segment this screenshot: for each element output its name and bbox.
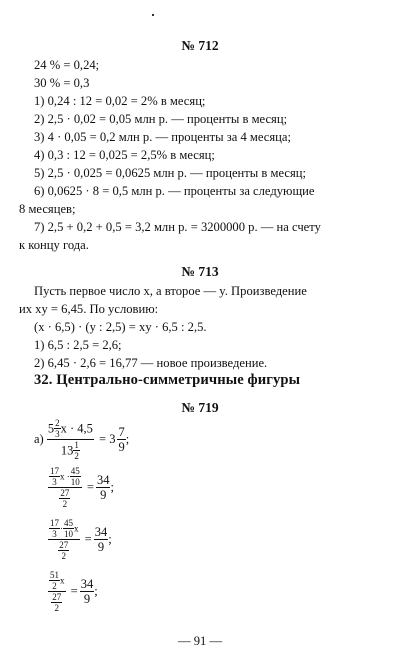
equals-sign: = — [84, 532, 92, 546]
equation-1 — [34, 418, 129, 461]
scan-mark — [152, 14, 154, 16]
frac-n: 2 — [55, 418, 60, 428]
problem-712-line-5: 3) 4 · 0,05 = 0,2 млн р. — проценты за 4 месяца; — [34, 130, 291, 144]
equation-3 — [48, 518, 112, 561]
frac-n: 27 — [60, 488, 70, 498]
equation-4 — [48, 570, 98, 613]
fraction-numerator — [48, 466, 82, 488]
problem-712-line-7: 5) 2,5 · 0,025 = 0,0625 млн р. — проценты в месяц; — [34, 166, 306, 180]
problem-713-title: № 713 — [181, 264, 219, 279]
problem-713-line-2: их xy = 6,45. По условию: — [19, 302, 159, 316]
problem-712-line-2: 30 % = 0,3 — [34, 76, 90, 90]
rhs-fraction — [80, 577, 98, 606]
problem-719-title: № 719 — [181, 400, 219, 415]
problem-712-line-10: 7) 2,5 + 0,2 + 0,5 = 3,2 млн р. = 3200000 р. — на счету — [34, 220, 321, 234]
frac-d: 3 — [52, 529, 57, 539]
frac-d: 9 — [83, 592, 91, 606]
equals-sign: = — [86, 480, 94, 494]
problem-712-line-1: 24 % = 0,24; — [34, 58, 100, 72]
main-fraction — [48, 570, 66, 613]
rhs-fraction — [96, 473, 114, 502]
problem-713-line-3: (x · 6,5) · (y : 2,5) = xy · 6,5 : 2,5. — [34, 320, 207, 334]
frac-d: 2 — [61, 551, 66, 561]
frac-d: 10 — [64, 529, 73, 539]
mixed-whole: 5 — [47, 421, 55, 436]
frac-n: 27 — [52, 592, 62, 602]
tail: ; — [94, 584, 98, 598]
var-x: x — [74, 523, 79, 534]
frac-d: 9 — [118, 440, 125, 454]
dot-operator: · — [60, 523, 63, 534]
fraction-denominator — [47, 440, 94, 461]
frac-d: 9 — [97, 540, 105, 554]
problem-712-line-6: 4) 0,3 : 12 = 0,025 = 2,5% в месяц; — [34, 148, 215, 162]
fraction-numerator — [48, 518, 80, 540]
problem-712-line-9: 8 месяцев; — [19, 202, 76, 216]
frac-d: 10 — [70, 477, 80, 487]
rhs-fraction — [117, 425, 125, 454]
frac-d: 2 — [74, 451, 79, 461]
mixed-whole: 13 — [60, 443, 74, 458]
tail: ; — [125, 432, 130, 446]
fraction-numerator — [48, 570, 66, 592]
fraction-numerator — [47, 418, 94, 440]
frac-n: 27 — [59, 540, 69, 550]
problem-713-line-4: 1) 6,5 : 2,5 = 2,6; — [34, 338, 122, 352]
frac-n: 51 — [50, 570, 59, 580]
frac-n: 34 — [94, 525, 108, 539]
frac-d: 3 — [52, 477, 57, 487]
problem-712-title: № 712 — [181, 38, 219, 53]
fraction-denominator — [48, 540, 80, 561]
problem-713-line-5: 2) 6,45 · 2,6 = 16,77 — новое произведение. — [34, 356, 268, 370]
rhs-whole: = 3 — [99, 432, 116, 446]
numerator-rest: x · 4,5 — [60, 421, 93, 436]
section-heading: 32. Центрально-симметричные фигуры — [34, 372, 301, 388]
frac-d: 9 — [100, 488, 107, 502]
var-x: x — [60, 575, 65, 586]
problem-712-line-4: 2) 2,5 · 0,02 = 0,05 млн р. — проценты в месяц; — [34, 112, 288, 126]
frac-d: 2 — [62, 499, 68, 509]
frac-n: 17 — [50, 518, 59, 528]
frac-n: 34 — [80, 577, 94, 591]
frac-n: 1 — [74, 440, 79, 450]
frac-d: 2 — [54, 603, 59, 613]
equation-2 — [48, 466, 114, 509]
main-fraction — [48, 466, 82, 509]
item-label: а) — [34, 432, 44, 446]
tail: ; — [108, 532, 112, 546]
fraction-denominator — [48, 592, 66, 613]
frac-n: 17 — [50, 466, 59, 476]
rhs-fraction — [94, 525, 112, 554]
frac-d: 3 — [55, 429, 60, 439]
tail: ; — [110, 480, 114, 494]
equals-sign: = — [70, 584, 78, 598]
problem-713-line-1: Пусть первое число x, а второе — y. Произведение — [34, 284, 307, 298]
frac-n: 45 — [70, 466, 80, 476]
frac-n: 7 — [118, 425, 125, 439]
main-fraction — [48, 518, 80, 561]
frac-n: 34 — [96, 473, 110, 487]
problem-712-line-11: к концу года. — [19, 238, 89, 252]
fraction-denominator — [48, 488, 82, 509]
problem-712-line-8: 6) 0,0625 · 8 = 0,5 млн р. — проценты за следующие — [34, 184, 315, 198]
page-number: — 91 — — [177, 634, 223, 648]
var-x: x · — [60, 471, 70, 482]
problem-712-line-3: 1) 0,24 : 12 = 0,02 = 2% в месяц; — [34, 94, 206, 108]
frac-d: 2 — [52, 581, 57, 591]
frac-n: 45 — [64, 518, 73, 528]
main-fraction — [47, 418, 94, 461]
